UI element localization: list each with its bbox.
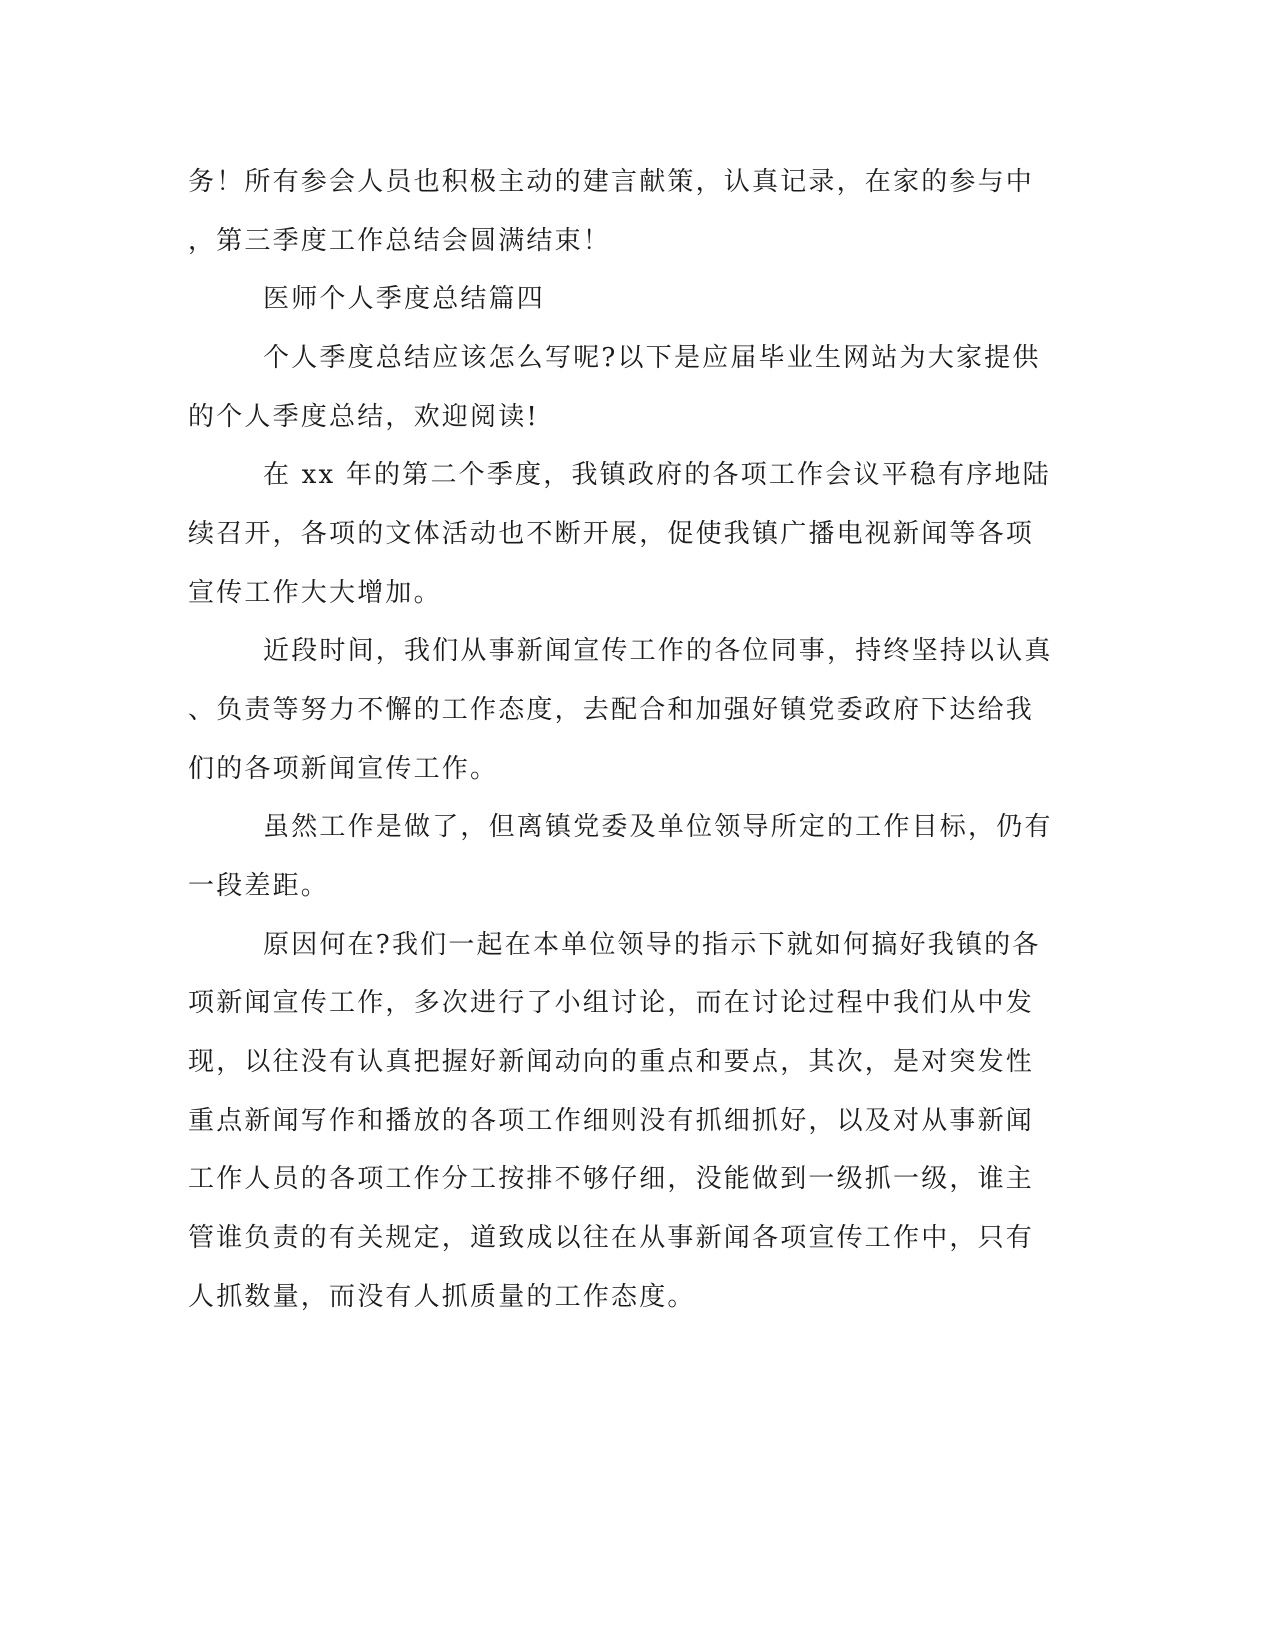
text-line: 管谁负责的有关规定，道致成以往在从事新闻各项宣传工作中，只有 [188,1223,1035,1253]
text-line: 的个人季度总结，欢迎阅读! [188,402,540,432]
text-line: 人抓数量，而没有人抓质量的工作态度。 [188,1282,696,1312]
text-line: 在 xx 年的第二个季度，我镇政府的各项工作会议平稳有序地陆 [263,460,1051,490]
text-line: 续召开，各项的文体活动也不断开展，促使我镇广播电视新闻等各项 [188,519,1035,549]
text-line: 一段差距。 [188,871,330,901]
text-line: 宣传工作大大增加。 [188,578,442,608]
text-line: 现，以往没有认真把握好新闻动向的重点和要点，其次，是对突发性 [188,1047,1035,1077]
text-line: 务！所有参会人员也积极主动的建言献策，认真记录，在家的参与中 [188,167,1035,197]
text-line: 、负责等努力不懈的工作态度，去配合和加强好镇党委政府下达给我 [188,695,1035,725]
text-line: 工作人员的各项工作分工按排不够仔细，没能做到一级抓一级，谁主 [188,1164,1035,1194]
text-line: 虽然工作是做了，但离镇党委及单位领导所定的工作目标，仍有 [263,812,1053,842]
text-line: 个人季度总结应该怎么写呢?以下是应届毕业生网站为大家提供 [263,343,1041,373]
text-line: 们的各项新闻宣传工作。 [188,754,499,784]
text-line: 重点新闻写作和播放的各项工作细则没有抓细抓好，以及对从事新闻 [188,1106,1035,1136]
text-line: 项新闻宣传工作，多次进行了小组讨论，而在讨论过程中我们从中发 [188,988,1035,1018]
text-line: ，第三季度工作总结会圆满结束！ [188,226,612,256]
text-line: 近段时间，我们从事新闻宣传工作的各位同事，持终坚持以认真 [263,636,1053,666]
section-heading: 医师个人季度总结篇四 [263,284,546,314]
text-line: 原因何在?我们一起在本单位领导的指示下就如何搞好我镇的各 [263,930,1041,960]
